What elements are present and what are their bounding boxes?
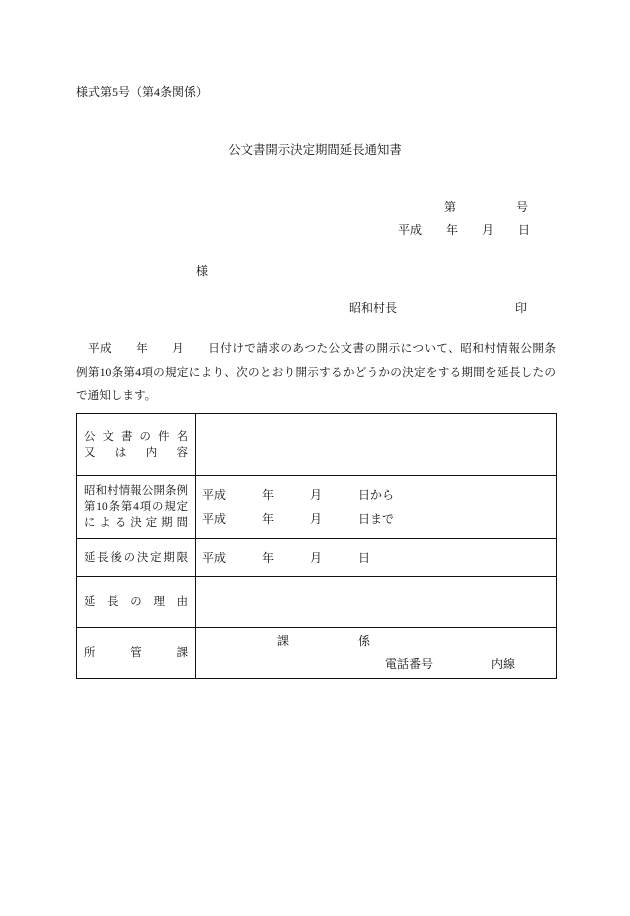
decision-period-label [77, 476, 196, 539]
seal-mark: 印 [515, 301, 528, 315]
label-line: 第10条第4項の規定 [84, 501, 188, 513]
document-name-label [77, 414, 196, 476]
label-line: に よ る 決 定 期 間 [84, 517, 188, 529]
label-line: 延長後の決定期限 [84, 551, 188, 564]
label-line: 又 は 内 容 [84, 446, 188, 459]
period-start-date: 平成 年 月 日から [202, 488, 395, 502]
body-line: で通知します。 [76, 389, 157, 402]
phone-label: 電話番号 [385, 657, 434, 671]
label-line: 公 文 書 の 件 名 [84, 430, 188, 443]
document-title: 公文書開示決定期間延長通知書 [228, 143, 402, 157]
subsection-suffix: 係 [358, 634, 371, 648]
section-suffix: 課 [277, 634, 290, 648]
reason-label [77, 577, 196, 628]
period-end-date: 平成 年 月 日まで [202, 512, 395, 526]
decision-period-field [196, 476, 556, 539]
document-number: 第 号 [444, 200, 529, 214]
label-line: 昭和村情報公開条例 [84, 485, 188, 497]
reason-field [196, 577, 556, 628]
document-name-field [196, 414, 556, 476]
label-line: 所 管 課 [84, 647, 188, 659]
sender-name: 昭和村長 [349, 301, 398, 315]
addressee-honorific: 様 [196, 264, 209, 278]
body-line: 例第10条第4項の規定により、次のとおり開示するかどうかの決定をする期間を延長したの [76, 365, 556, 379]
extended-deadline-field [196, 539, 556, 577]
label-line: 延 長 の 理 由 [84, 596, 188, 608]
extended-deadline-date: 平成 年 月 日 [202, 550, 371, 565]
department-label [77, 628, 196, 678]
department-field [196, 628, 556, 678]
extended-deadline-label [77, 539, 196, 577]
body-text [76, 337, 556, 408]
info-table [76, 413, 557, 679]
extension-label: 内線 [491, 657, 516, 671]
form-number: 様式第5号（第4条関係） [76, 85, 209, 99]
issue-date: 平成 年 月 日 [398, 223, 531, 237]
body-line: 平成 年 月 日付けで請求のあつた公文書の開示について、昭和村情報公開条 [76, 342, 556, 355]
